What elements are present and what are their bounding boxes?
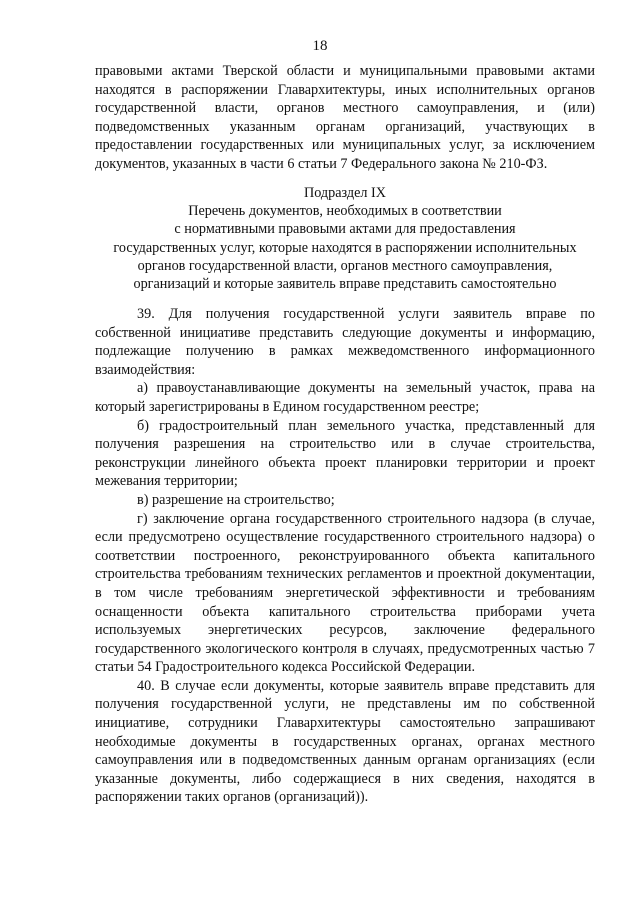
subsection-title-line: органов государственной власти, органов местного самоуправления, [137,257,553,274]
list-item-b: б) градостроительный план земельного участка, представленный для получения разрешения на строительство или в случае строительства, реконструкции линейного объекта проект планировки территории и проект межевания территории; [95,417,595,490]
subsection-title-line: организаций и которые заявитель вправе представить самостоятельно [133,276,557,293]
intro-paragraph: правовыми актами Тверской области и муниципальными правовыми актами находятся в распоряжении Главархитектуры, иных исполнительных органов государственной власти, органов местного самоуправления, и (или) подведомственных указанным органам организаций, участвующих в предоставлении государственных или муниципальных услуг, за исключением документов, указанных в части 6 статьи 7 Федерального закона № 210-ФЗ. [95,63,595,172]
paragraph-40: 40. В случае если документы, которые заявитель вправе представить для получения государственной услуги, не представлены им по собственной инициативе, сотрудники Главархитектуры самостоятельно запрашивают необходимые документы в государственных органах, органах местного самоуправления или в подведомственных данным органам организациях (если указанные документы, либо содержащиеся в них сведения, находятся в распоряжении таких органов (организаций)). [95,677,595,806]
subsection-label: Подраздел IX [303,185,386,201]
subsection-title-line: с нормативными правовыми актами для предоставления [174,221,516,238]
subsection-title-line: Перечень документов, необходимых в соответствии [188,203,502,220]
subsection-heading [95,184,595,293]
list-item-a: а) правоустанавливающие документы на земельный участок, права на который зарегистрированы в Едином государственном реестре; [95,380,595,415]
subsection-title-line: государственных услуг, которые находятся в распоряжении исполнительных [113,239,577,256]
list-item-g: г) заключение органа государственного строительного надзора (в случае, если предусмотрено осуществление государственного строительного надзора) о соответствии построенного, реконструированного объекта капитального строительства требованиям технических регламентов и проектной документации, в том числе требованиям энергетической эффективности и требованиям оснащенности объекта капитального строительства приборами учета используемых энергетических ресурсов, заключение федерального государственного экологического контроля в случаях, предусмотренных частью 7 статьи 54 Градостроительного кодекса Российской Федерации. [95,510,595,676]
intro-paragraph-block [95,62,595,174]
document-body [95,305,595,807]
page-number: 18 [312,38,328,54]
paragraph-39: 39. Для получения государственной услуги заявитель вправе по собственной инициативе представить следующие документы и информацию, подлежащие получению в рамках межведомственного информационного взаимодействия: [95,306,595,378]
list-item-v: в) разрешение на строительство; [137,491,335,508]
